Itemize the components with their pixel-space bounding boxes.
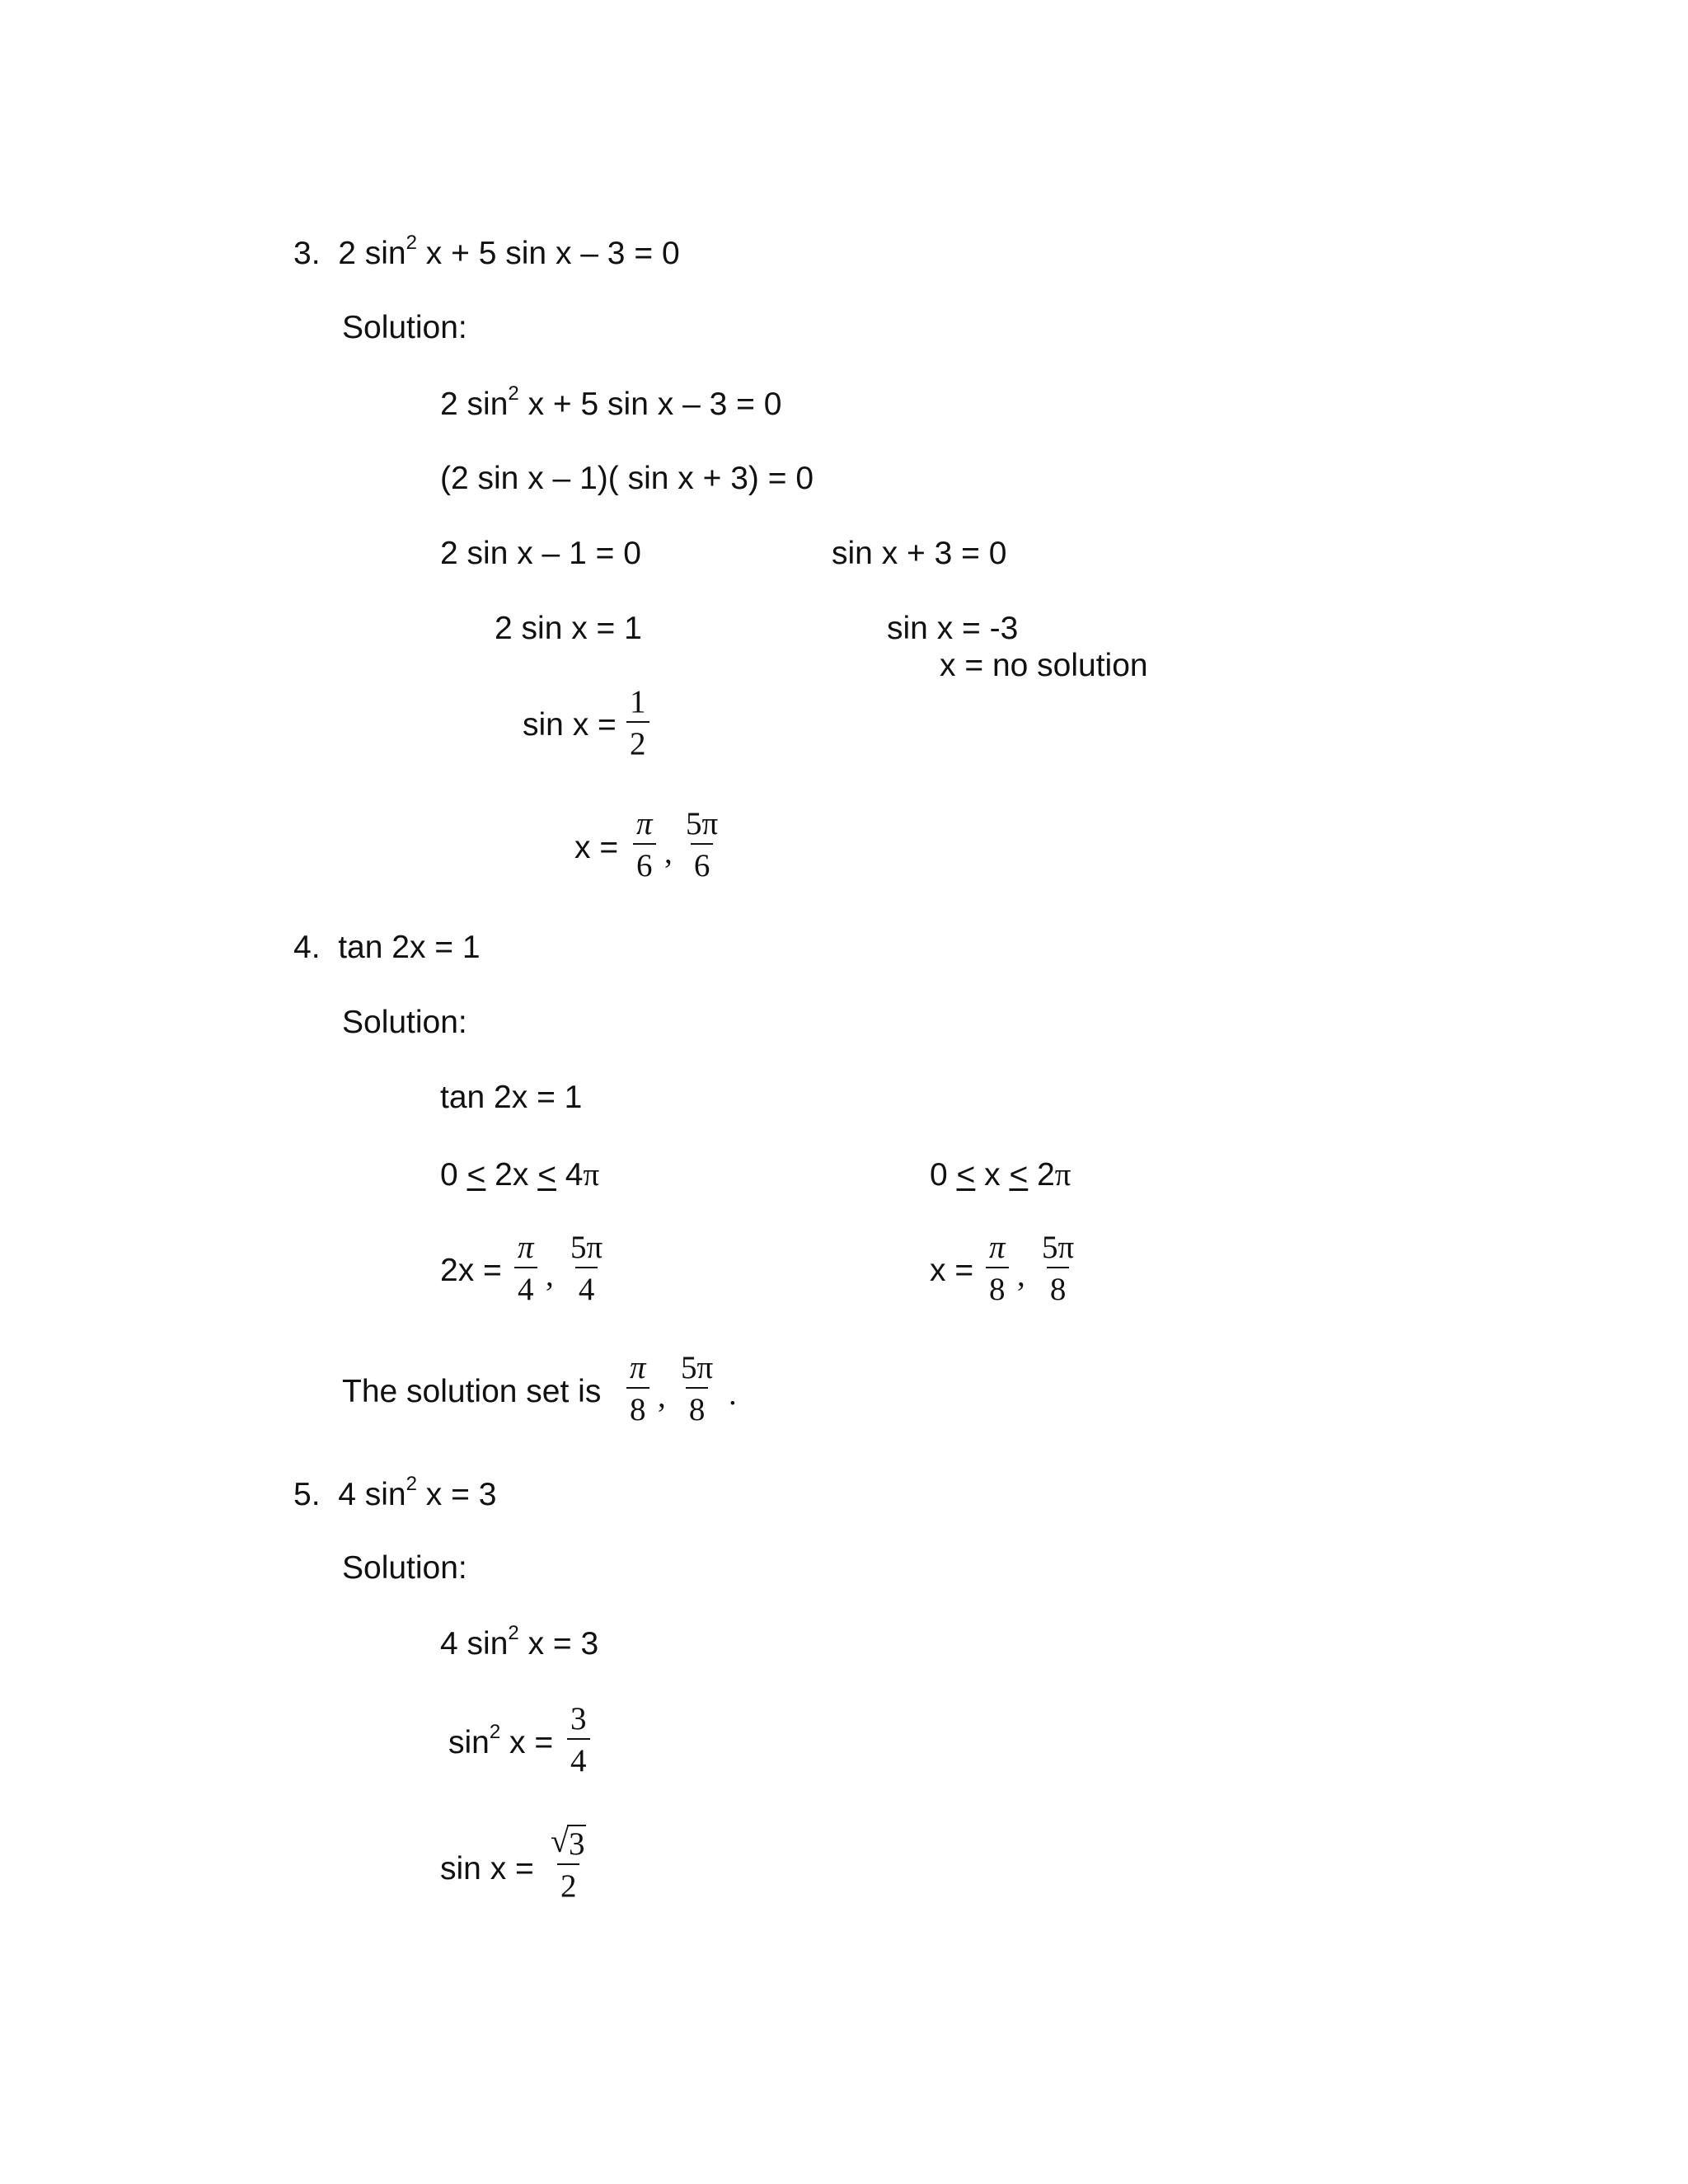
equation-line: x = no solution [940, 648, 1148, 683]
comma: , [664, 835, 673, 870]
equation-line: sin x + 3 = 0 [832, 536, 1007, 571]
fraction: $\frac{3}{4}$ [567, 1703, 590, 1777]
fraction: $\frac{5\pi}{6}$ [686, 806, 719, 883]
equation-label: x = [574, 830, 619, 865]
fraction: $\frac{5\pi}{8}$ [1042, 1230, 1075, 1307]
problem-number: 4. [293, 930, 321, 965]
equation-line: sin x = -3 [887, 611, 1019, 646]
solution-label: Solution: [342, 310, 467, 345]
fraction: $\frac{\pi}{6}$ [633, 808, 656, 882]
period: . [729, 1376, 737, 1412]
equation-label: x = [930, 1253, 974, 1288]
inequality-left: 0 < 2x < 4π [440, 1157, 600, 1193]
problem-4-header: 4. tan 2x = 1 [293, 930, 481, 965]
equation-line: 2 $\sin^2 x + 5$ sin x – 3 = 0 [440, 382, 782, 422]
equation-label: sin x = [523, 707, 617, 743]
equation-label: 2x = [440, 1253, 502, 1288]
equation-label: sin x = [440, 1851, 534, 1886]
fraction: $\frac{\pi}{8}$ [986, 1231, 1009, 1305]
comma: , [1017, 1258, 1025, 1293]
equation-line: 2 sin x – 1 = 0 [440, 536, 641, 571]
problem-number: 5. [293, 1477, 321, 1512]
fraction: $\frac{5\pi}{4}$ [570, 1230, 603, 1307]
square-root: √ 3 [551, 1822, 585, 1862]
comma: , [546, 1258, 554, 1293]
fraction: $\frac{\pi}{4}$ [514, 1231, 537, 1305]
problem-5-header: 5. 4 $\sin^2 x = 3$ [293, 1473, 497, 1512]
inequality-right: 0 < x < 2π [930, 1157, 1071, 1193]
problem-3-header: 3. 2 $\sin^2 x + 5$ sin x – 3 = 0 [293, 232, 680, 271]
fraction: $\frac{\pi}{8}$ [626, 1352, 649, 1426]
equation-line: 2 sin x = 1 [495, 611, 642, 646]
solution-set-label: The solution set is [342, 1374, 602, 1409]
problem-number: 3. [293, 236, 321, 271]
comma: , [658, 1379, 666, 1414]
solution-label: Solution: [342, 1005, 467, 1040]
solution-label: Solution: [342, 1550, 467, 1586]
equation-line: tan 2x = 1 [440, 1080, 583, 1115]
fraction: √ 3 2 [551, 1822, 585, 1904]
equation-label: $\sin^2 x$ = [448, 1721, 554, 1760]
radical-sign: √ [551, 1822, 569, 1859]
equation-line: 4 $\sin^2 x = 3$ [440, 1622, 599, 1661]
fraction: $\frac{1}{2}$ [626, 686, 649, 760]
fraction: $\frac{5\pi}{8}$ [681, 1350, 714, 1427]
equation-line: (2 sin x – 1)( sin x + 3) = 0 [440, 461, 814, 496]
